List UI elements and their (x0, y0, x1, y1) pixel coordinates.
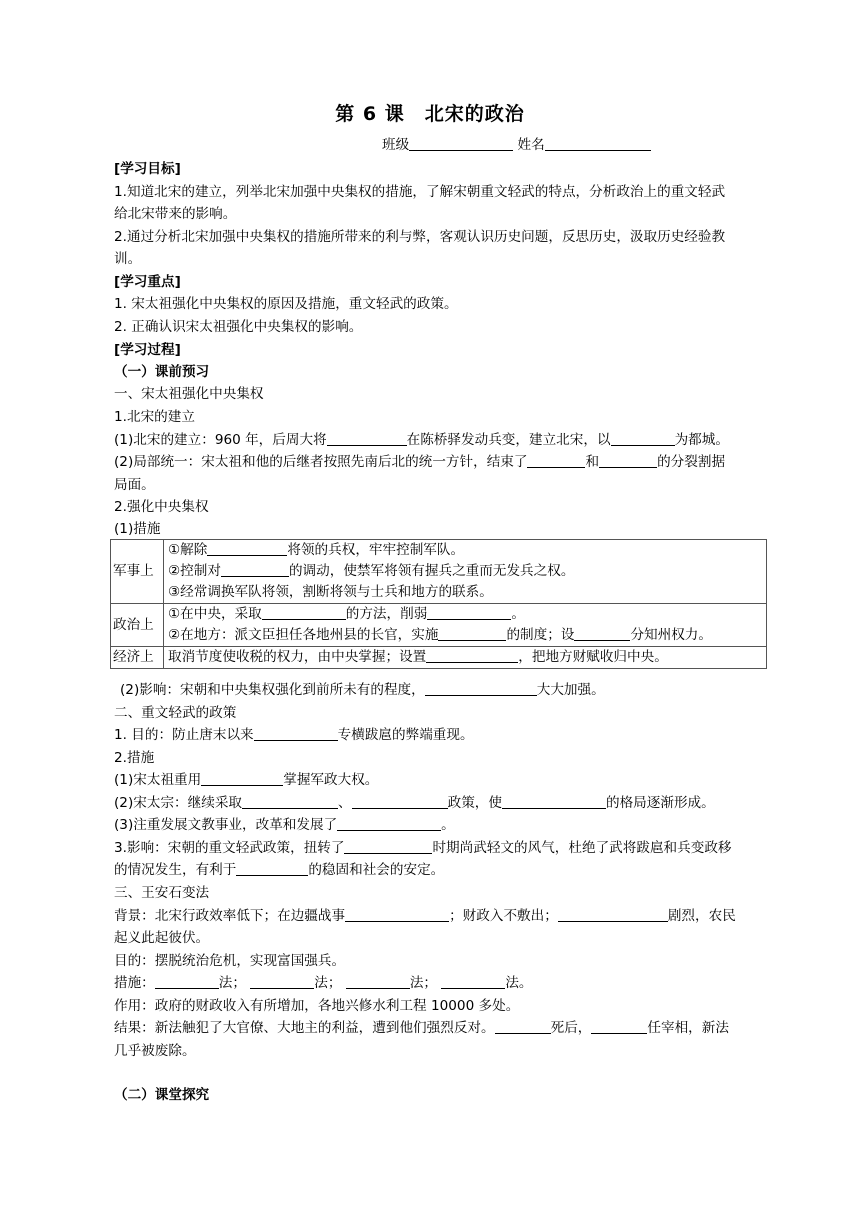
effect-line-1 (114, 837, 784, 859)
objective-1-line-2: 给北宋带来的影响。 (114, 206, 237, 222)
fill-blank[interactable] (427, 605, 511, 620)
text-segment: 1. 目的：防止唐末以来 (114, 727, 254, 743)
military-cell: 军事上 (111, 540, 164, 604)
text-segment: 的稳固和社会的安定。 (308, 862, 445, 878)
table-row (111, 604, 767, 647)
political-measures-cell (164, 604, 767, 647)
measure-2-2 (114, 792, 784, 814)
text-segment: 法。 (505, 975, 533, 991)
unification-line (114, 451, 784, 473)
key-points-heading: [学习重点] (114, 274, 181, 290)
military-measure-1 (168, 540, 762, 561)
fill-blank[interactable] (558, 907, 668, 922)
text-segment: 的情况发生，有利于 (114, 862, 237, 878)
fill-blank[interactable] (201, 771, 283, 786)
text-segment: 政策，使 (447, 795, 502, 811)
measure-2-1 (114, 769, 784, 791)
text-segment: 背景：北宋行政效率低下；在边疆战事 (114, 908, 346, 924)
fill-blank[interactable] (495, 1019, 551, 1034)
fill-blank[interactable] (591, 1019, 647, 1034)
class-name-row (382, 134, 860, 156)
objectives-heading: [学习目标] (114, 161, 181, 177)
fill-blank[interactable] (502, 794, 606, 809)
text-segment: 、 (338, 795, 352, 811)
fill-blank[interactable] (574, 626, 630, 641)
text-segment: ；财政入不敷出； (449, 908, 558, 924)
text-segment: 法； (409, 975, 437, 991)
impact-line (120, 679, 790, 701)
military-measure-3: ③经常调换军队将领，割断将领与士兵和地方的联系。 (168, 584, 493, 600)
text-segment: ①在中央，采取 (168, 606, 262, 622)
class-label: 班级 (382, 137, 410, 153)
fill-blank[interactable] (155, 974, 219, 989)
unification-line-2: 局面。 (114, 477, 155, 493)
founding-line (114, 429, 784, 451)
text-segment: 。 (441, 817, 455, 833)
text-segment: 分知州权力。 (630, 627, 712, 643)
text-segment: 的分裂割据 (657, 454, 726, 470)
military-measure-2 (168, 561, 762, 582)
text-segment: 掌握军政大权。 (283, 772, 379, 788)
fill-blank[interactable] (337, 816, 441, 831)
text-segment: 专横跋扈的弊端重现。 (337, 727, 474, 743)
class-blank[interactable] (409, 136, 513, 151)
purpose-line (114, 724, 784, 746)
text-segment: ①解除 (168, 542, 208, 558)
measures-label: (1)措施 (114, 521, 161, 537)
text-segment: 法； (314, 975, 342, 991)
name-label: 姓名 (517, 137, 545, 153)
key-point-2: 2. 正确认识宋太祖强化中央集权的影响。 (114, 319, 363, 335)
text-segment: 任宰相，新法 (647, 1020, 729, 1036)
political-measure-2 (168, 625, 762, 646)
fill-blank[interactable] (352, 794, 448, 809)
fill-blank[interactable] (236, 861, 308, 876)
section-1-heading: 一、宋太祖强化中央集权 (114, 386, 264, 402)
reform-laws-line (114, 972, 784, 994)
background-line-1 (114, 905, 784, 927)
economic-measures-cell (164, 647, 767, 669)
text-segment: ②控制对 (168, 563, 221, 579)
text-segment: 的格局逐渐形成。 (605, 795, 715, 811)
text-segment: (1)宋太祖重用 (114, 772, 202, 788)
page-title: 第 6 课 北宋的政治 (335, 103, 525, 125)
text-segment: 法； (218, 975, 246, 991)
text-segment: 措施： (114, 975, 155, 991)
fill-blank[interactable] (344, 839, 432, 854)
fill-blank[interactable] (346, 974, 410, 989)
text-segment: 结果：新法触犯了大官僚、大地主的利益，遭到他们强烈反对。 (114, 1020, 495, 1036)
text-segment: 在陈桥驿发动兵变，建立北宋，以 (406, 432, 611, 448)
text-segment: 时期尚武轻文的风气，杜绝了武将跋扈和兵变政移 (432, 840, 732, 856)
political-measure-1 (168, 604, 762, 625)
fill-blank[interactable] (221, 562, 289, 577)
economic-cell: 经济上 (111, 647, 164, 669)
objective-2-line-1: 2.通过分析北宋加强中央集权的措施所带来的利与弊，客观认识历史问题，反思历史，汲取历史经验教 (114, 229, 726, 245)
role-line: 作用：政府的财政收入有所增加，各地兴修水利工程 10000 多处。 (114, 998, 520, 1014)
text-segment: (3)注重发展文教事业，改革和发展了 (114, 817, 338, 833)
text-segment: (1)北宋的建立：960 年，后周大将 (114, 432, 327, 448)
fill-blank[interactable] (207, 541, 287, 556)
fill-blank[interactable] (262, 605, 346, 620)
objective-1-line-1: 1.知道北宋的建立，列举北宋加强中央集权的措施，了解宋朝重文轻武的特点，分析政治上的重文轻武 (114, 184, 726, 200)
text-segment: 取消节度使收税的权力，由中央掌握；设置 (168, 649, 427, 665)
fill-blank[interactable] (254, 726, 338, 741)
measures-2-heading: 2.措施 (114, 750, 155, 766)
measures-table (110, 539, 767, 669)
military-measures-cell (164, 540, 767, 604)
subsection-2-heading: 2.强化中央集权 (114, 499, 209, 515)
text-segment: ，把地方财赋收归中央。 (518, 649, 668, 665)
measure-2-3 (114, 814, 784, 836)
fill-blank[interactable] (441, 974, 505, 989)
text-segment: 为都城。 (674, 432, 729, 448)
text-segment: 的方法，削弱 (345, 606, 428, 622)
economic-measure-1 (168, 647, 762, 668)
class-inquiry-heading: （二）课堂探究 (114, 1087, 210, 1103)
fill-blank[interactable] (599, 453, 657, 468)
fill-blank[interactable] (426, 648, 518, 663)
text-segment: ②在地方：派文臣担任各地州县的长官，实施 (168, 627, 439, 643)
text-segment: (2)局部统一：宋太祖和他的后继者按照先南后北的统一方针，结束了 (114, 454, 528, 470)
text-segment: 的制度；设 (506, 627, 575, 643)
text-segment: 。 (511, 606, 525, 622)
text-segment: 的调动，使禁军将领有握兵之重而无发兵之权。 (288, 563, 575, 579)
objective-2-line-2: 训。 (114, 251, 142, 267)
fill-blank[interactable] (345, 907, 449, 922)
preview-heading: （一）课前预习 (114, 364, 210, 380)
text-segment: 大大加强。 (536, 682, 605, 698)
process-heading: [学习过程] (114, 342, 181, 358)
effect-line-2 (114, 859, 784, 881)
table-row (111, 540, 767, 604)
result-line-2: 几乎被废除。 (114, 1043, 196, 1059)
fill-blank[interactable] (438, 626, 506, 641)
fill-blank[interactable] (327, 431, 407, 446)
text-segment: 3.影响：宋朝的重文轻武政策，扭转了 (114, 840, 345, 856)
subsection-1-heading: 1.北宋的建立 (114, 409, 195, 425)
text-segment: (2)影响：宋朝和中央集权强化到前所未有的程度， (120, 682, 425, 698)
text-segment: (2)宋太宗：继续采取 (114, 795, 243, 811)
text-segment: 将领的兵权，牢牢控制军队。 (287, 542, 465, 558)
background-line-2: 起义此起彼伏。 (114, 930, 210, 946)
fill-blank[interactable] (527, 453, 585, 468)
section-2-heading: 二、重文轻武的政策 (114, 705, 237, 721)
text-segment: 剧烈，农民 (667, 908, 736, 924)
key-point-1: 1. 宋太祖强化中央集权的原因及措施，重文轻武的政策。 (114, 296, 458, 312)
goal-line: 目的：摆脱统治危机，实现富国强兵。 (114, 953, 346, 969)
table-row (111, 647, 767, 669)
section-3-heading: 三、王安石变法 (114, 885, 210, 901)
political-cell: 政治上 (111, 604, 164, 647)
text-segment: 死后， (550, 1020, 592, 1036)
fill-blank[interactable] (425, 681, 537, 696)
fill-blank[interactable] (242, 794, 338, 809)
fill-blank[interactable] (611, 431, 675, 446)
name-blank[interactable] (545, 136, 651, 151)
fill-blank[interactable] (250, 974, 314, 989)
text-segment: 和 (585, 454, 600, 470)
result-line-1 (114, 1017, 784, 1039)
